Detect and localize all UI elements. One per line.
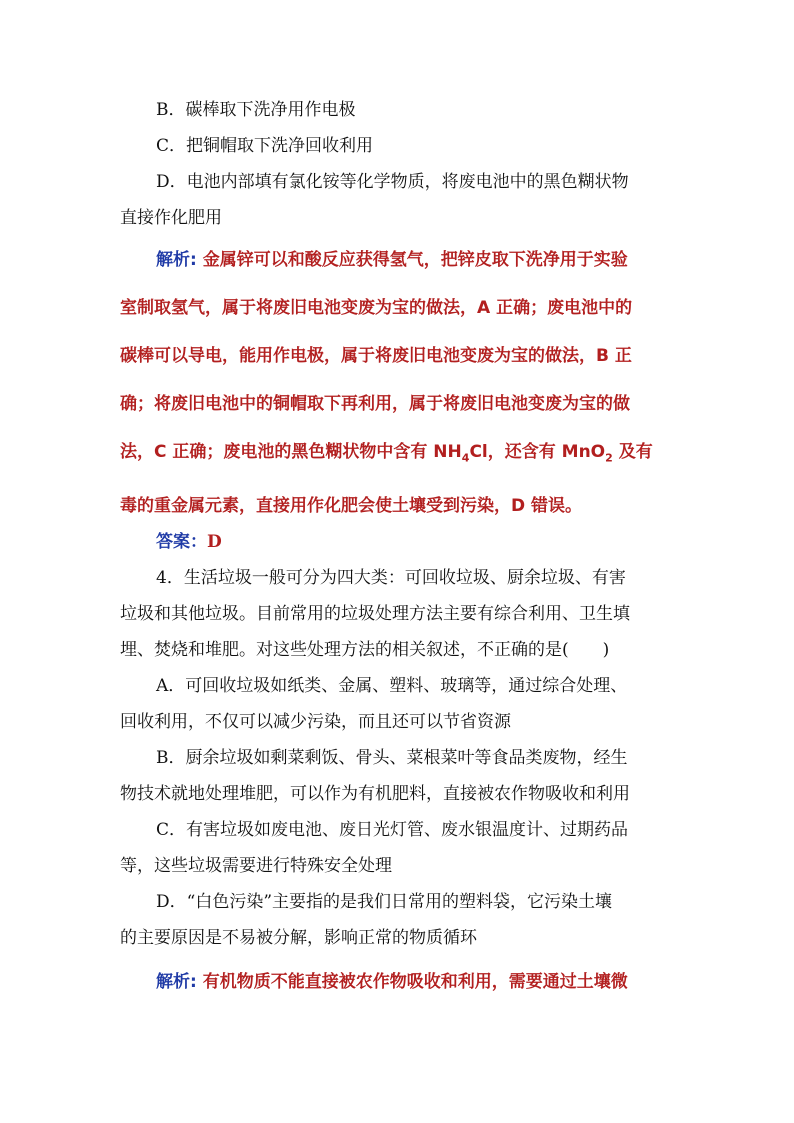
q4-option-a: A．可回收垃圾如纸类、金属、塑料、玻璃等，通过综合处理、 xyxy=(156,676,628,696)
analysis-1-line-5-post: 及有 xyxy=(612,442,653,462)
question-4-line-3: 埋、焚烧和堆肥。对这些处理方法的相关叙述，不正确的是( ) xyxy=(120,640,610,660)
q4-option-a-continued: 回收利用，不仅可以减少污染，而且还可以节省资源 xyxy=(120,712,511,732)
q4-option-d-continued: 的主要原因是不易被分解，影响正常的物质循环 xyxy=(120,928,477,948)
options-part1 xyxy=(120,92,676,236)
question-4 xyxy=(120,560,676,668)
analysis-1-line-5-pre: 法，C 正确；废电池的黑色糊状物中含有 NH xyxy=(120,442,462,462)
analysis-2-line-1 xyxy=(120,958,676,1006)
q4-option-b: B．厨余垃圾如剩菜剩饭、骨头、菜根菜叶等食品类废物，经生 xyxy=(156,748,628,768)
analysis-1-line-5-mid: Cl，还含有 MnO xyxy=(469,442,606,462)
q4-option-c: C．有害垃圾如废电池、废日光灯管、废水银温度计、过期药品 xyxy=(156,820,629,840)
analysis-1 xyxy=(120,236,676,530)
question-4-line-1: 4．生活垃圾一般可分为四大类：可回收垃圾、厨余垃圾、有害 xyxy=(156,568,626,588)
subscript-2: 2 xyxy=(605,451,613,465)
q4-option-d: D．“白色污染”主要指的是我们日常用的塑料袋，它污染土壤 xyxy=(156,892,613,912)
options-q4 xyxy=(120,668,676,956)
answer-label: 答案： xyxy=(156,532,207,552)
analysis-2-label: 解析: xyxy=(156,972,197,992)
analysis-1-line-2: 室制取氢气，属于将废旧电池变废为宝的做法，A 正确；废电池中的 xyxy=(120,298,633,318)
analysis-1-line-3: 碳棒可以导电，能用作电极，属于将废旧电池变废为宝的做法，B 正 xyxy=(120,346,632,366)
answer-1 xyxy=(120,524,676,560)
option-b: B．碳棒取下洗净用作电极 xyxy=(156,100,356,120)
option-d: D．电池内部填有氯化铵等化学物质，将废电池中的黑色糊状物 xyxy=(156,172,629,192)
analysis-1-line-6: 毒的重金属元素，直接用作化肥会使土壤受到污染，D 错误。 xyxy=(120,496,583,517)
analysis-1-line-4: 确；将废旧电池中的铜帽取下再利用，属于将废旧电池变废为宝的做 xyxy=(120,394,630,414)
option-c: C．把铜帽取下洗净回收利用 xyxy=(156,136,374,156)
q4-option-c-continued: 等，这些垃圾需要进行特殊安全处理 xyxy=(120,856,392,876)
analysis-1-text-1: 金属锌可以和酸反应获得氢气，把锌皮取下洗净用于实验 xyxy=(202,250,628,270)
subscript-4: 4 xyxy=(461,451,470,465)
question-4-line-2: 垃圾和其他垃圾。目前常用的垃圾处理方法主要有综合利用、卫生填 xyxy=(120,604,630,624)
analysis-1-line-1 xyxy=(120,236,676,284)
analysis-2-text-1: 有机物质不能直接被农作物吸收和利用，需要通过土壤微 xyxy=(202,972,628,992)
analysis-1-line-5 xyxy=(120,428,676,482)
answer-line xyxy=(120,524,676,560)
q4-option-b-continued: 物技术就地处理堆肥，可以作为有机肥料，直接被农作物吸收和利用 xyxy=(120,784,630,804)
option-d-continued: 直接作化肥用 xyxy=(120,208,222,228)
analysis-label: 解析: xyxy=(156,250,197,270)
answer-value: D xyxy=(207,532,222,552)
analysis-2 xyxy=(120,958,676,1006)
